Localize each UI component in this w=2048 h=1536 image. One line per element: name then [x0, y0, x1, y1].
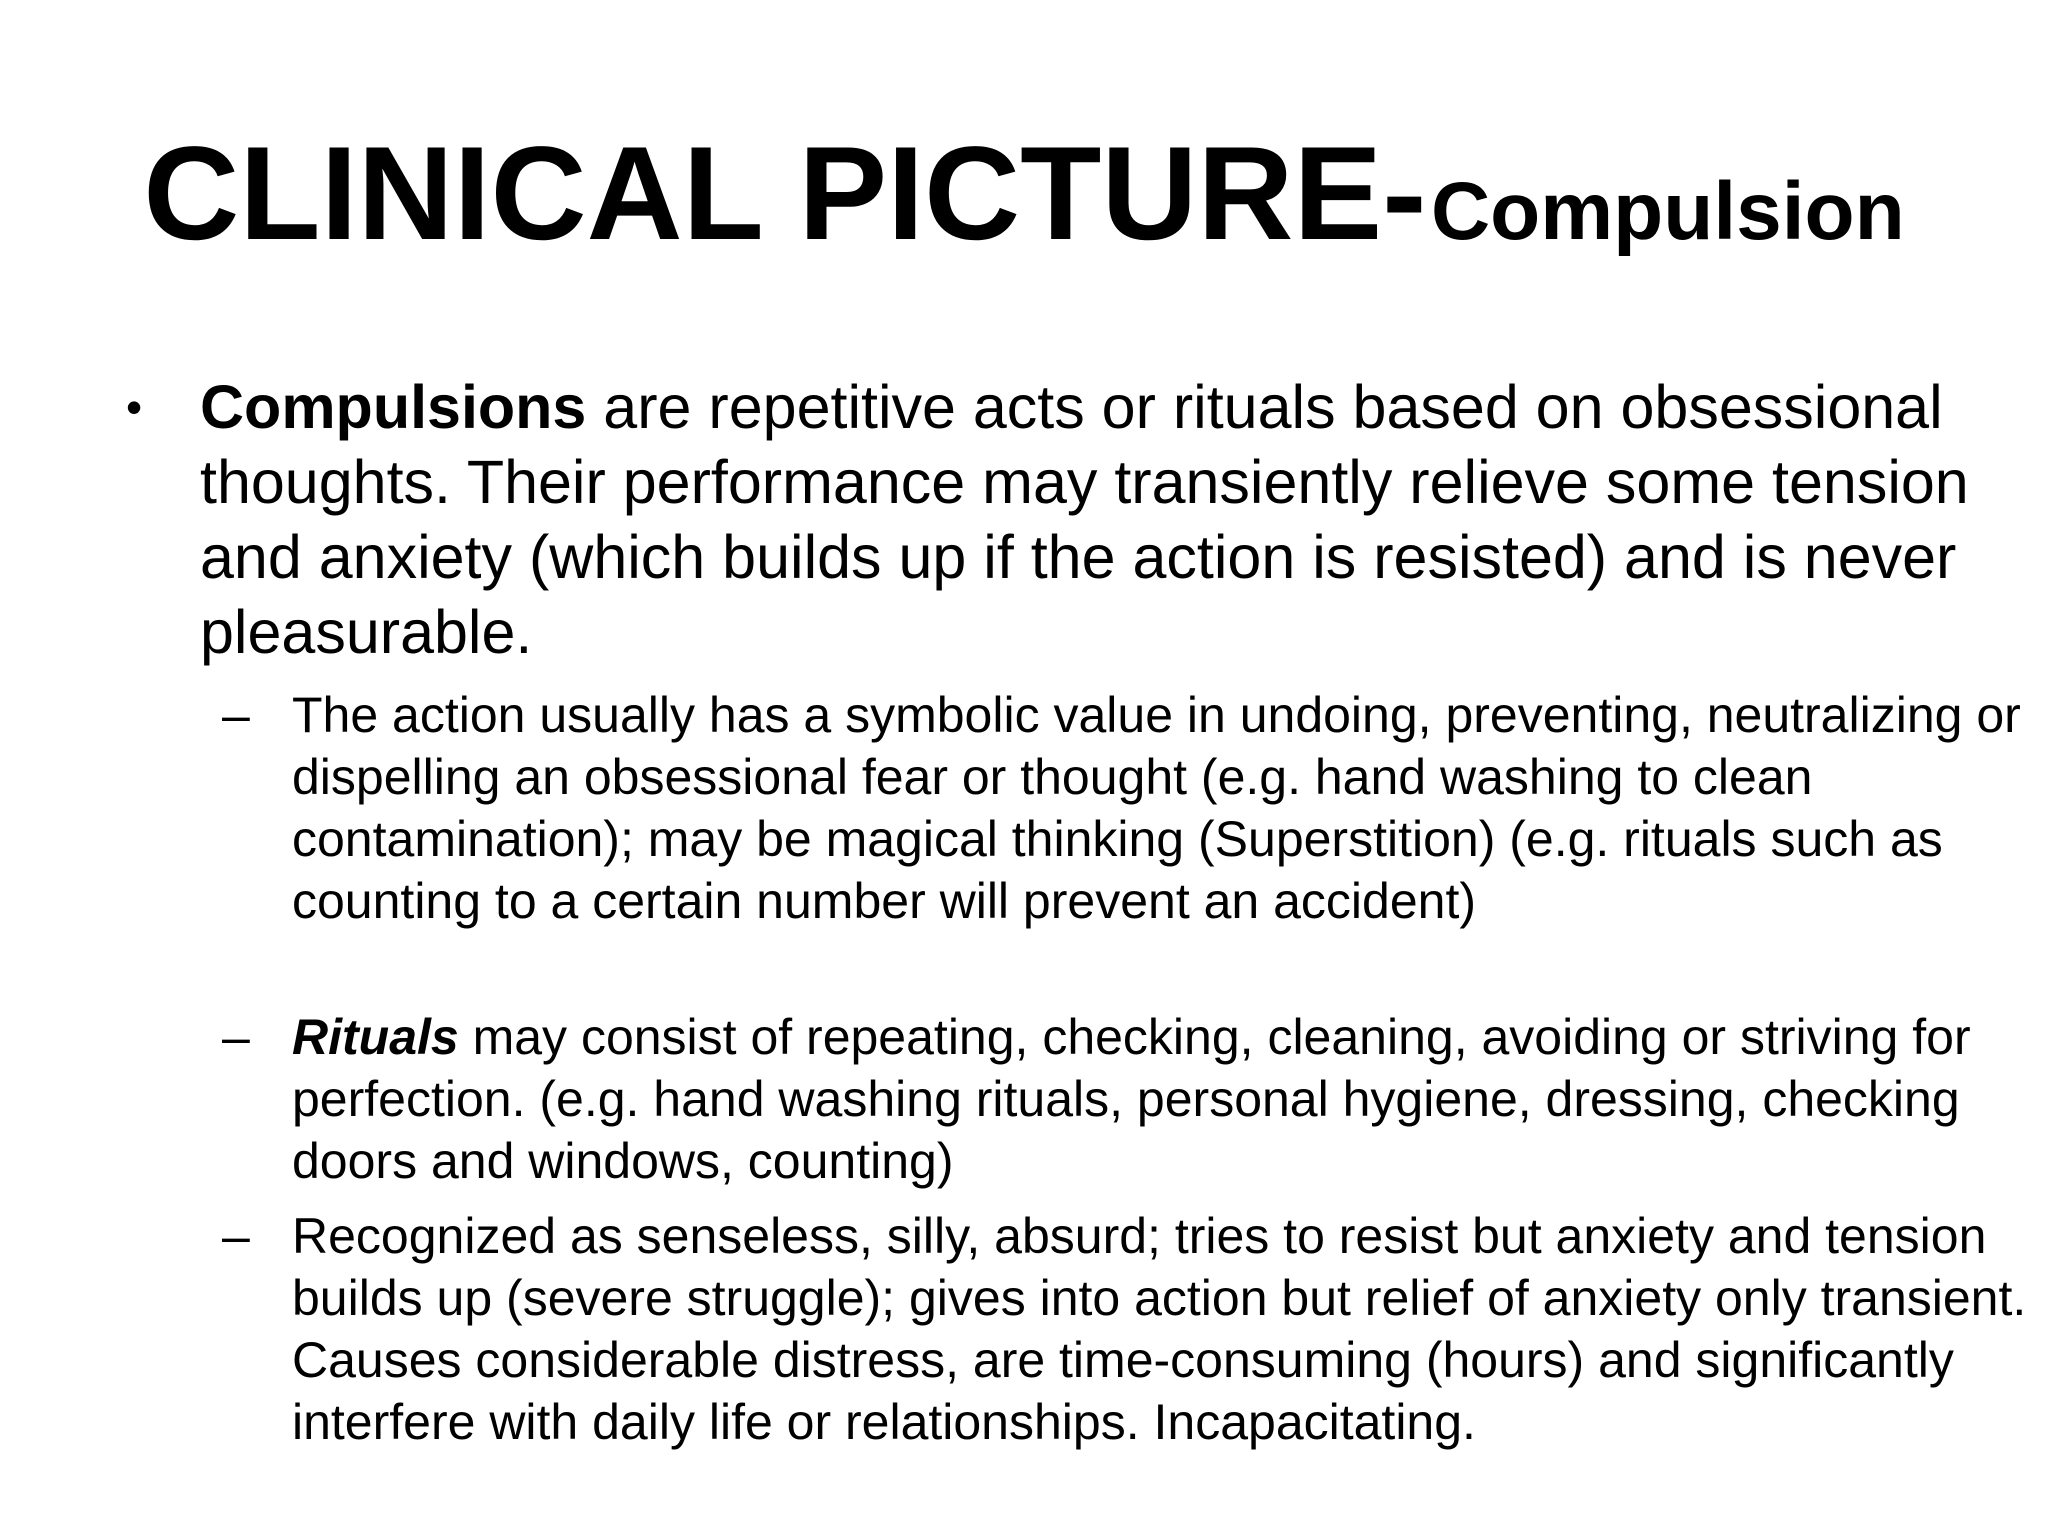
sub-bullet-marker: – [222, 1009, 250, 1065]
main-bullet-text: are repetitive acts or rituals based on obsessional thoughts. Their performance may transiently relieve some tension and anxiety (which builds up if the action is resisted) and is never pleasurable. [200, 373, 1969, 666]
bullet-marker: • [126, 381, 143, 433]
main-bullet [126, 370, 1980, 670]
sub-bullet-rituals [222, 1006, 2042, 1192]
main-bullet-bold-lead: Compulsions [200, 373, 587, 441]
sub-bullet-text: Recognized as senseless, silly, absurd; tries to resist but anxiety and tension builds up (severe struggle); gives into action but relief of anxiety only transient. Causes considerable distress, are time-consuming (hours) and significantly interfere with daily life or relationships. Incapacitating. [292, 1208, 2027, 1450]
slide-title-main: CLINICAL PICTURE- [143, 120, 1427, 268]
slide-title [0, 120, 2048, 268]
sub-bullet-text: may consist of repeating, checking, cleaning, avoiding or striving for perfection. (e.g. hand washing rituals, personal hygiene, dressing, checking doors and windows, counting) [292, 1009, 1971, 1189]
slide-title-sub: Compulsion [1430, 166, 1905, 257]
sub-bullet-marker: – [222, 1208, 250, 1264]
sub-bullet-marker: – [222, 687, 250, 743]
sub-bullet-symbolic-value [222, 684, 2042, 932]
sub-bullet-recognized-senseless [222, 1205, 2042, 1453]
sub-bullet-text: The action usually has a symbolic value in undoing, preventing, neutralizing or dispelling an obsessional fear or thought (e.g. hand washing to clean contamination); may be magical thinking (Superstition) (e.g. rituals such as counting to a certain number will prevent an accident) [292, 687, 2021, 929]
sub-bullet-bold-italic-lead: Rituals [292, 1009, 459, 1065]
